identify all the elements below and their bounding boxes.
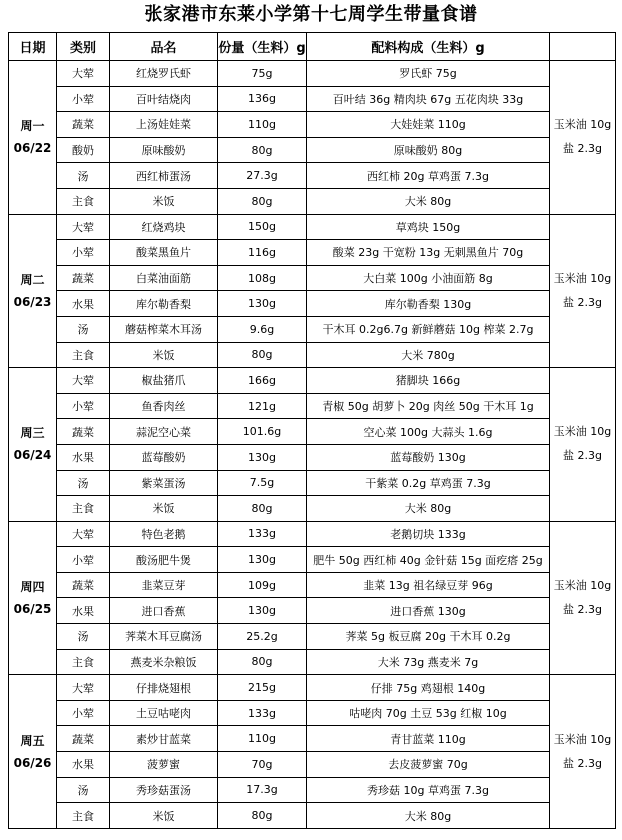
ingredients-cell: 老鹅切块 133g <box>307 521 550 547</box>
menu-table <box>8 32 616 829</box>
dish-cell: 上汤娃娃菜 <box>110 112 218 138</box>
table-row <box>9 444 616 470</box>
ingredients-cell: 大米 780g <box>307 342 550 368</box>
portion-cell: 70g <box>218 752 307 778</box>
dish-cell: 蘑菇榨菜木耳汤 <box>110 316 218 342</box>
ingredients-cell: 大米 80g <box>307 496 550 522</box>
category-cell: 酸奶 <box>57 137 110 163</box>
dish-cell: 米饭 <box>110 803 218 829</box>
day-cell <box>9 521 57 675</box>
category-cell: 小荤 <box>57 240 110 266</box>
dish-cell: 韭菜豆芽 <box>110 572 218 598</box>
portion-cell: 80g <box>218 803 307 829</box>
table-row <box>9 572 616 598</box>
table-row <box>9 777 616 803</box>
category-cell: 小荤 <box>57 393 110 419</box>
portion-cell: 80g <box>218 496 307 522</box>
seasoning-cell <box>550 368 616 522</box>
portion-cell: 121g <box>218 393 307 419</box>
dish-cell: 原味酸奶 <box>110 137 218 163</box>
portion-cell: 75g <box>218 61 307 87</box>
ingredients-cell: 咕咾肉 70g 土豆 53g 红椒 10g <box>307 700 550 726</box>
table-row <box>9 61 616 87</box>
salt-amount: 盐 2.3g <box>563 295 602 309</box>
ingredients-cell: 青椒 50g 胡萝卜 20g 肉丝 50g 干木耳 1g <box>307 393 550 419</box>
portion-cell: 130g <box>218 547 307 573</box>
portion-cell: 166g <box>218 368 307 394</box>
category-cell: 大荤 <box>57 521 110 547</box>
ingredients-cell: 秀珍菇 10g 草鸡蛋 7.3g <box>307 777 550 803</box>
seasoning-cell <box>550 521 616 675</box>
table-row <box>9 291 616 317</box>
dish-cell: 红烧鸡块 <box>110 214 218 240</box>
table-row <box>9 419 616 445</box>
salt-amount: 盐 2.3g <box>563 142 602 156</box>
ingredients-cell: 仔排 75g 鸡翅根 140g <box>307 675 550 701</box>
dish-cell: 素炒甘蓝菜 <box>110 726 218 752</box>
header-row <box>9 33 616 61</box>
dish-cell: 菠萝蜜 <box>110 752 218 778</box>
day-cell <box>9 214 57 368</box>
table-row <box>9 700 616 726</box>
ingredients-cell: 青甘蓝菜 110g <box>307 726 550 752</box>
ingredients-cell: 干紫菜 0.2g 草鸡蛋 7.3g <box>307 470 550 496</box>
ingredients-cell: 大米 73g 燕麦米 7g <box>307 649 550 675</box>
dish-cell: 米饭 <box>110 342 218 368</box>
dish-cell: 蓝莓酸奶 <box>110 444 218 470</box>
table-row <box>9 547 616 573</box>
portion-cell: 80g <box>218 342 307 368</box>
day-cell <box>9 61 57 215</box>
salt-amount: 盐 2.3g <box>563 449 602 463</box>
header-portion: 份量（生料）g <box>218 33 307 61</box>
category-cell: 汤 <box>57 316 110 342</box>
table-row <box>9 112 616 138</box>
dish-cell: 库尔勒香梨 <box>110 291 218 317</box>
dish-cell: 西红柿蛋汤 <box>110 163 218 189</box>
table-row <box>9 137 616 163</box>
category-cell: 水果 <box>57 444 110 470</box>
dish-cell: 仔排烧翅根 <box>110 675 218 701</box>
portion-cell: 116g <box>218 240 307 266</box>
category-cell: 水果 <box>57 598 110 624</box>
portion-cell: 130g <box>218 444 307 470</box>
category-cell: 小荤 <box>57 700 110 726</box>
portion-cell: 80g <box>218 649 307 675</box>
day-name: 周五 <box>20 733 45 748</box>
portion-cell: 136g <box>218 86 307 112</box>
dish-cell: 米饭 <box>110 496 218 522</box>
salt-amount: 盐 2.3g <box>563 756 602 770</box>
ingredients-cell: 草鸡块 150g <box>307 214 550 240</box>
category-cell: 小荤 <box>57 86 110 112</box>
oil-amount: 玉米油 10g <box>553 732 612 746</box>
category-cell: 小荤 <box>57 547 110 573</box>
category-cell: 水果 <box>57 291 110 317</box>
portion-cell: 7.5g <box>218 470 307 496</box>
dish-cell: 蒜泥空心菜 <box>110 419 218 445</box>
category-cell: 主食 <box>57 188 110 214</box>
category-cell: 主食 <box>57 649 110 675</box>
portion-cell: 110g <box>218 112 307 138</box>
category-cell: 水果 <box>57 752 110 778</box>
header-ingredients: 配料构成（生料）g <box>307 33 550 61</box>
oil-amount: 玉米油 10g <box>553 578 612 592</box>
category-cell: 主食 <box>57 342 110 368</box>
dish-cell: 椒盐猪爪 <box>110 368 218 394</box>
day-date: 06/24 <box>13 448 52 463</box>
category-cell: 汤 <box>57 470 110 496</box>
table-row <box>9 86 616 112</box>
portion-cell: 133g <box>218 521 307 547</box>
portion-cell: 9.6g <box>218 316 307 342</box>
ingredients-cell: 大米 80g <box>307 188 550 214</box>
seasoning-cell <box>550 675 616 829</box>
day-date: 06/25 <box>13 601 52 616</box>
header-extra <box>550 33 616 61</box>
ingredients-cell: 原味酸奶 80g <box>307 137 550 163</box>
category-cell: 蔬菜 <box>57 419 110 445</box>
dish-cell: 秀珍菇蛋汤 <box>110 777 218 803</box>
dish-cell: 紫菜蛋汤 <box>110 470 218 496</box>
category-cell: 大荤 <box>57 675 110 701</box>
table-row <box>9 342 616 368</box>
ingredients-cell: 进口香蕉 130g <box>307 598 550 624</box>
table-row <box>9 368 616 394</box>
table-row <box>9 163 616 189</box>
ingredients-cell: 肥牛 50g 西红柿 40g 金针菇 15g 面疙瘩 25g <box>307 547 550 573</box>
category-cell: 大荤 <box>57 61 110 87</box>
category-cell: 汤 <box>57 624 110 650</box>
ingredients-cell: 韭菜 13g 祖名绿豆芽 96g <box>307 572 550 598</box>
ingredients-cell: 库尔勒香梨 130g <box>307 291 550 317</box>
portion-cell: 109g <box>218 572 307 598</box>
category-cell: 主食 <box>57 803 110 829</box>
portion-cell: 130g <box>218 598 307 624</box>
ingredients-cell: 去皮菠萝蜜 70g <box>307 752 550 778</box>
dish-cell: 燕麦米杂粮饭 <box>110 649 218 675</box>
category-cell: 大荤 <box>57 368 110 394</box>
table-row <box>9 803 616 829</box>
dish-cell: 酸菜黑鱼片 <box>110 240 218 266</box>
category-cell: 汤 <box>57 163 110 189</box>
ingredients-cell: 西红柿 20g 草鸡蛋 7.3g <box>307 163 550 189</box>
ingredients-cell: 空心菜 100g 大蒜头 1.6g <box>307 419 550 445</box>
page-title: 张家港市东莱小学第十七周学生带量食谱 <box>144 4 478 25</box>
table-row <box>9 521 616 547</box>
portion-cell: 215g <box>218 675 307 701</box>
dish-cell: 米饭 <box>110 188 218 214</box>
portion-cell: 25.2g <box>218 624 307 650</box>
ingredients-cell: 百叶结 36g 精肉块 67g 五花肉块 33g <box>307 86 550 112</box>
portion-cell: 27.3g <box>218 163 307 189</box>
table-row <box>9 752 616 778</box>
portion-cell: 130g <box>218 291 307 317</box>
portion-cell: 80g <box>218 137 307 163</box>
ingredients-cell: 罗氏虾 75g <box>307 61 550 87</box>
day-date: 06/22 <box>13 141 52 156</box>
category-cell: 主食 <box>57 496 110 522</box>
category-cell: 蔬菜 <box>57 112 110 138</box>
ingredients-cell: 蓝莓酸奶 130g <box>307 444 550 470</box>
salt-amount: 盐 2.3g <box>563 602 602 616</box>
dish-cell: 荠菜木耳豆腐汤 <box>110 624 218 650</box>
day-name: 周四 <box>20 579 45 594</box>
category-cell: 蔬菜 <box>57 726 110 752</box>
portion-cell: 150g <box>218 214 307 240</box>
portion-cell: 133g <box>218 700 307 726</box>
day-cell <box>9 675 57 829</box>
category-cell: 汤 <box>57 777 110 803</box>
dish-cell: 白菜油面筋 <box>110 265 218 291</box>
portion-cell: 80g <box>218 188 307 214</box>
portion-cell: 17.3g <box>218 777 307 803</box>
table-row <box>9 188 616 214</box>
ingredients-cell: 酸菜 23g 干宽粉 13g 无刺黑鱼片 70g <box>307 240 550 266</box>
table-row <box>9 214 616 240</box>
category-cell: 大荤 <box>57 214 110 240</box>
dish-cell: 鱼香肉丝 <box>110 393 218 419</box>
ingredients-cell: 大米 80g <box>307 803 550 829</box>
portion-cell: 108g <box>218 265 307 291</box>
category-cell: 蔬菜 <box>57 572 110 598</box>
table-row <box>9 598 616 624</box>
ingredients-cell: 荠菜 5g 板豆腐 20g 干木耳 0.2g <box>307 624 550 650</box>
dish-cell: 特色老鹅 <box>110 521 218 547</box>
portion-cell: 110g <box>218 726 307 752</box>
category-cell: 蔬菜 <box>57 265 110 291</box>
table-row <box>9 726 616 752</box>
day-date: 06/26 <box>13 755 52 770</box>
seasoning-cell <box>550 214 616 368</box>
dish-cell: 土豆咕咾肉 <box>110 700 218 726</box>
day-name: 周二 <box>20 272 45 287</box>
ingredients-cell: 干木耳 0.2g6.7g 新鲜蘑菇 10g 榨菜 2.7g <box>307 316 550 342</box>
table-row <box>9 393 616 419</box>
day-name: 周三 <box>20 426 45 441</box>
header-dish: 品名 <box>110 33 218 61</box>
ingredients-cell: 猪脚块 166g <box>307 368 550 394</box>
oil-amount: 玉米油 10g <box>553 425 612 439</box>
seasoning-cell <box>550 61 616 215</box>
dish-cell: 酸汤肥牛煲 <box>110 547 218 573</box>
portion-cell: 101.6g <box>218 419 307 445</box>
menu-body <box>9 61 616 829</box>
table-row <box>9 470 616 496</box>
table-row <box>9 316 616 342</box>
table-row <box>9 675 616 701</box>
table-row <box>9 496 616 522</box>
day-date: 06/23 <box>13 294 52 309</box>
ingredients-cell: 大娃娃菜 110g <box>307 112 550 138</box>
oil-amount: 玉米油 10g <box>553 271 612 285</box>
table-row <box>9 649 616 675</box>
day-name: 周一 <box>20 119 45 134</box>
dish-cell: 进口香蕉 <box>110 598 218 624</box>
header-category: 类别 <box>57 33 110 61</box>
table-row <box>9 624 616 650</box>
dish-cell: 百叶结烧肉 <box>110 86 218 112</box>
dish-cell: 红烧罗氏虾 <box>110 61 218 87</box>
table-row <box>9 240 616 266</box>
oil-amount: 玉米油 10g <box>553 118 612 132</box>
header-date: 日期 <box>9 33 57 61</box>
table-row <box>9 265 616 291</box>
day-cell <box>9 368 57 522</box>
ingredients-cell: 大白菜 100g 小油面筋 8g <box>307 265 550 291</box>
